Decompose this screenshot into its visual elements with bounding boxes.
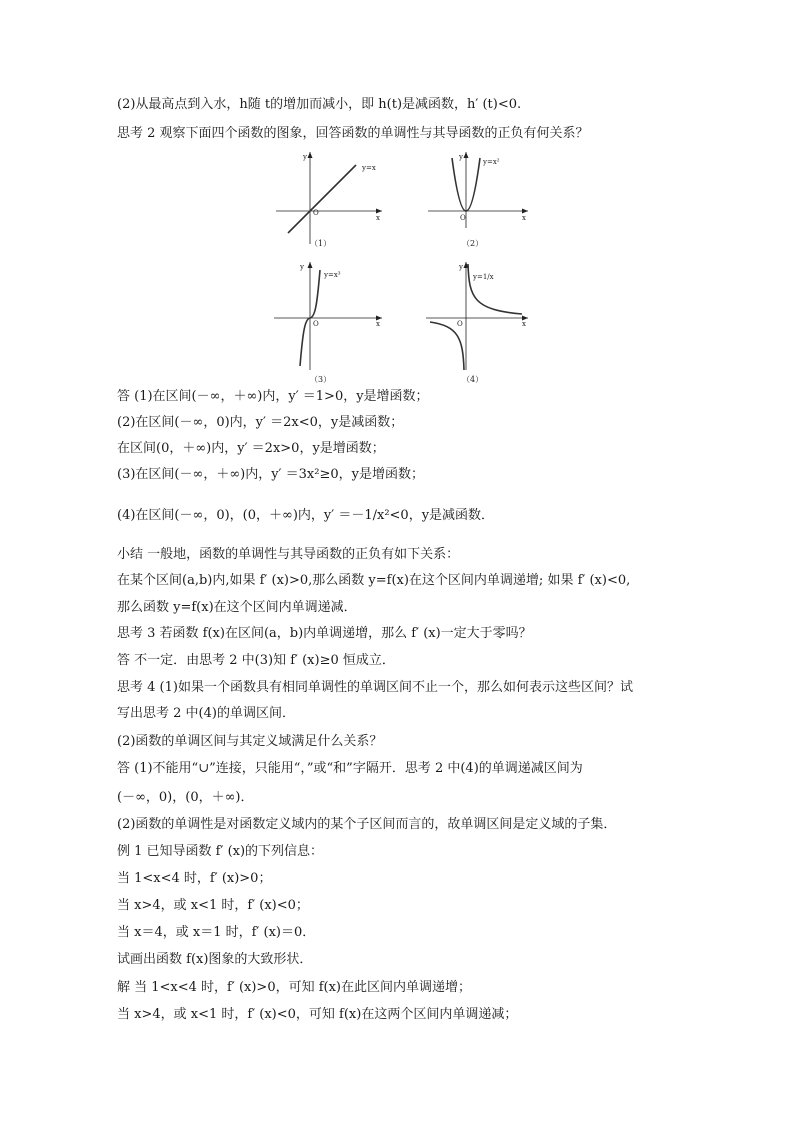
text-line-6: (3)在区间(－∞，＋∞)内，y′ ＝3x²≥0，y是增函数； — [117, 467, 424, 482]
text-line-13: 思考 4 (1)如果一个函数具有相同单调性的单调区间不止一个，那么如何表示这些区间？试 — [117, 680, 633, 695]
y-axis-label: y — [303, 153, 307, 161]
function-label: y=1/x — [473, 273, 494, 281]
text-line-8: 小结 一般地，函数的单调性与其导函数的正负有如下关系： — [117, 547, 460, 562]
x-axis-label: x — [376, 214, 380, 222]
x-axis-label: x — [376, 320, 380, 328]
function-label: y=x³ — [324, 271, 341, 279]
graph-3 — [270, 258, 388, 384]
text-line-10: 那么函数 y=f(x)在这个区间内单调递减． — [117, 600, 357, 615]
text-line-3: 答 (1)在区间(－∞，＋∞)内，y′ ＝1>0，y是增函数； — [117, 389, 429, 404]
graph-1 — [270, 148, 388, 252]
origin-label: O — [313, 209, 319, 217]
origin-label: O — [313, 320, 319, 328]
text-line-22: 当 x＝4，或 x＝1 时，f′ (x)＝0． — [117, 925, 316, 940]
text-line-25: 当 x>4，或 x<1 时，f′ (x)<0，可知 f(x)在这两个区间内单调递减； — [117, 1007, 518, 1022]
graph-4 — [424, 258, 534, 384]
text-line-12: 答 不一定．由思考 2 中(3)知 f′ (x)≥0 恒成立． — [117, 653, 395, 668]
text-line-20: 当 1<x<4 时，f′ (x)>0； — [117, 871, 272, 886]
function-label: y=x — [362, 164, 376, 172]
text-line-24: 解 当 1<x<4 时，f′ (x)>0，可知 f(x)在此区间内单调递增； — [117, 980, 472, 995]
y-axis-label: y — [300, 263, 304, 271]
text-line-5: 在区间(0，＋∞)内，y′ ＝2x>0，y是增函数； — [117, 441, 385, 456]
text-line-16: 答 (1)不能用“∪”连接，只能用“，”或“和”字隔开．思考 2 中(4)的单调递减区间为 — [117, 761, 583, 776]
function-label: y=x² — [483, 158, 500, 166]
text-line-18: (2)函数的单调性是对函数定义域内的某个子区间而言的，故单调区间是定义域的子集． — [117, 817, 617, 832]
x-axis-label: x — [522, 214, 526, 222]
text-line-9: 在某个区间(a,b)内,如果 f′ (x)>0,那么函数 y=f(x)在这个区间内单调递增; 如果 f′ (x)<0, — [117, 573, 631, 588]
text-line-15: (2)函数的单调区间与其定义域满足什么关系？ — [117, 734, 383, 749]
origin-label: O — [457, 320, 463, 328]
graph-caption: （3） — [310, 375, 332, 384]
x-axis-label: x — [522, 320, 526, 328]
text-line-7: (4)在区间(－∞，0)，(0，＋∞)内，y′ ＝－1/x²<0，y是减函数． — [117, 508, 495, 523]
text-line-14: 写出思考 2 中(4)的单调区间． — [117, 706, 295, 721]
graph-caption: （4） — [462, 375, 484, 384]
text-line-4: (2)在区间(－∞，0)内，y′ ＝2x<0，y是减函数； — [117, 415, 404, 430]
graph-caption: （2） — [462, 239, 484, 248]
function-graphs — [270, 148, 530, 384]
graph-2 — [424, 148, 534, 252]
y-axis-label: y — [459, 153, 463, 161]
text-line-1: (2)从最高点到入水，h随 t的增加而减小，即 h(t)是减函数，h′ (t)<0. — [117, 97, 522, 112]
y-axis-label: y — [459, 263, 463, 271]
text-line-11: 思考 3 若函数 f(x)在区间(a，b)内单调递增，那么 f′ (x)一定大于零吗？ — [117, 626, 532, 641]
text-line-21: 当 x>4，或 x<1 时，f′ (x)<0； — [117, 898, 309, 913]
origin-label: O — [460, 214, 466, 222]
text-line-23: 试画出函数 f(x)图象的大致形状． — [117, 952, 313, 967]
text-line-2: 思考 2 观察下面四个函数的图象，回答函数的单调性与其导函数的正负有何关系？ — [117, 126, 589, 141]
graph-caption: （1） — [310, 239, 332, 248]
text-line-19: 例 1 已知导函数 f′ (x)的下列信息： — [117, 844, 324, 859]
text-line-17: (－∞，0)，(0，＋∞)． — [117, 790, 254, 805]
